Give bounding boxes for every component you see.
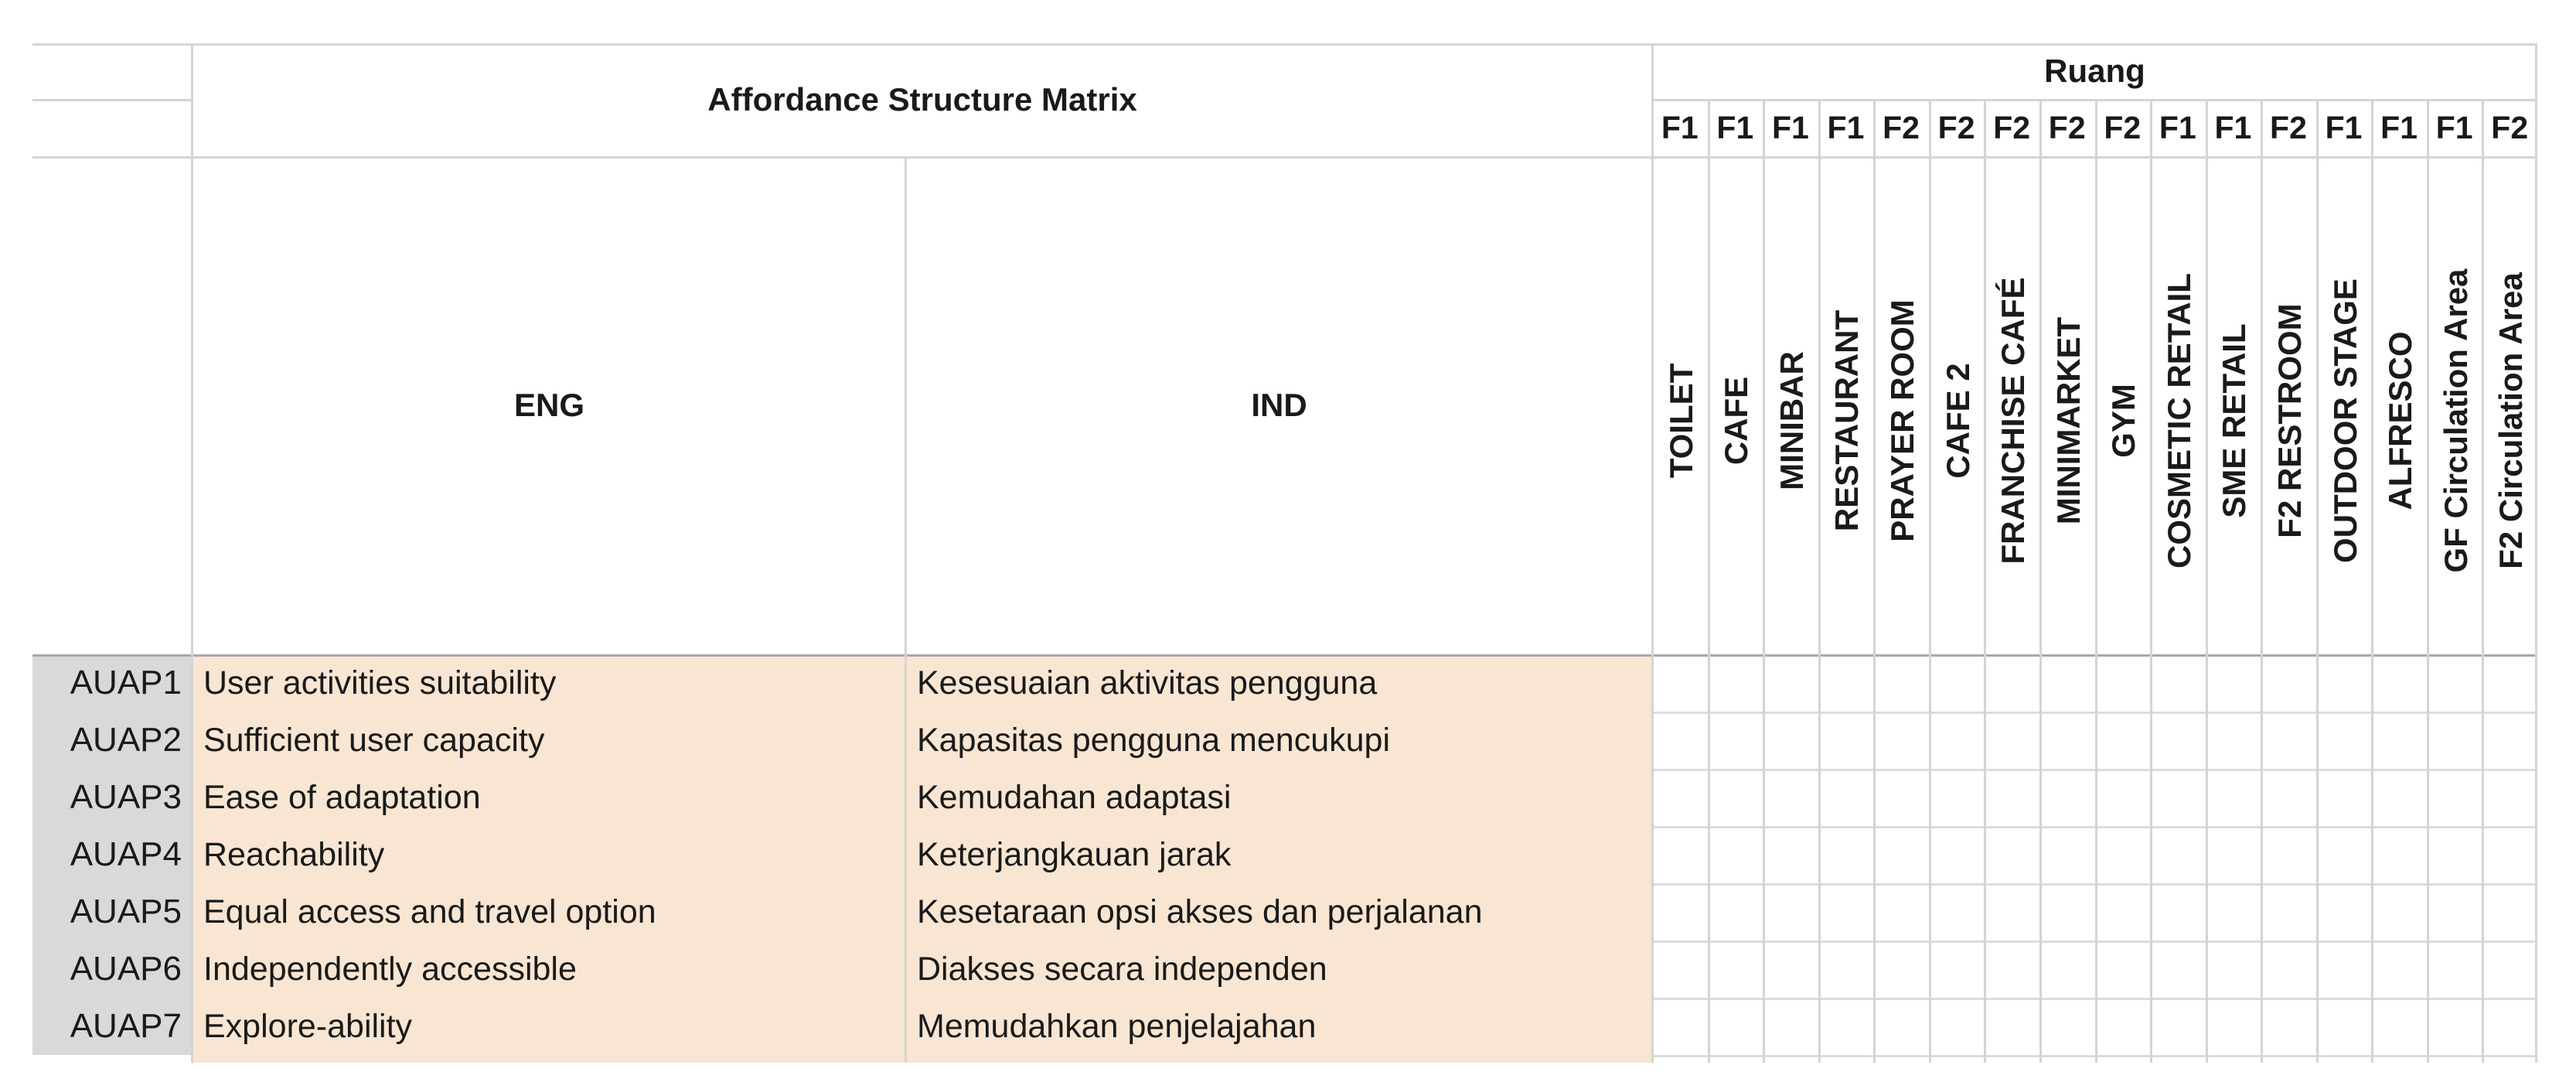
matrix-cell [1652,712,1708,769]
row-eng-text: Reachability [203,835,385,873]
matrix-cell [1929,940,1985,998]
matrix-cell [1984,769,2039,826]
room-name-label: CAFE 2 [1939,363,1976,479]
matrix-cell [1984,998,2039,1055]
grid-vline [1984,99,1986,1063]
row-code: AUAP3 [32,769,193,826]
matrix-cell [1763,712,1818,769]
row-eng-text: User activities suitability [203,664,557,702]
grid-vline [1818,99,1821,1063]
matrix-cell [2206,940,2261,998]
row-code: AUAP6 [32,940,193,998]
grid-vline [1763,99,1765,1063]
matrix-cell [2316,826,2372,883]
room-group-header: Ruang [2044,53,2145,89]
matrix-cell [2482,712,2537,769]
matrix-cell [1708,998,1763,1055]
matrix-cell [2095,654,2151,712]
matrix-cell [1929,826,1985,883]
matrix-cell [2261,883,2316,940]
room-floor-label: F1 [2325,109,2363,145]
matrix-cell [2261,712,2316,769]
matrix-cell [2371,940,2427,998]
grid-vline [1929,99,1931,1063]
matrix-cell [1652,883,1708,940]
room-name-label: MINIBAR [1773,351,1810,490]
matrix-cell [2150,998,2206,1055]
matrix-cell [1708,712,1763,769]
matrix-cell [2316,654,2372,712]
matrix-cell [1818,940,1874,998]
room-floor-label: F2 [2491,109,2529,145]
matrix-cell [1708,769,1763,826]
matrix-cell [2261,769,2316,826]
matrix-cell [2150,654,2206,712]
room-floor-label: F1 [2380,109,2418,145]
matrix-cell [1708,826,1763,883]
matrix-cell [2427,826,2482,883]
matrix-cell [1708,940,1763,998]
room-floor-label: F2 [1993,109,2031,145]
grid-vline [191,43,193,1063]
grid-vline [1708,99,1710,1063]
grid-vline [2316,99,2319,1063]
grid-hline [32,156,2537,159]
row-ind-text: Diakses secara independen [917,950,1327,988]
matrix-cell [2482,998,2537,1055]
room-name-label: OUTDOOR STAGE [2326,278,2363,563]
matrix-cell [1873,769,1929,826]
matrix-cell [2371,654,2427,712]
room-name-label: RESTAURANT [1828,309,1866,532]
grid-hline [32,99,193,101]
matrix-cell [2039,883,2095,940]
matrix-cell [2261,826,2316,883]
matrix-cell [1763,883,1818,940]
matrix-cell [2150,883,2206,940]
room-name-label: TOILET [1662,363,1699,479]
grid-hline [32,43,2537,46]
matrix-cell [1984,712,2039,769]
matrix-cell [1652,826,1708,883]
grid-vline [2095,99,2097,1063]
matrix-cell [1873,998,1929,1055]
row-ind-text: Memudahkan penjelajahan [917,1007,1317,1045]
ind-column-header: IND [1251,387,1307,423]
room-floor-label: F1 [1827,109,1865,145]
matrix-cell [2206,712,2261,769]
matrix-cell [2039,826,2095,883]
room-floor-label: F1 [2159,109,2196,145]
matrix-cell [1929,883,1985,940]
matrix-cell [2316,769,2372,826]
matrix-cell [2427,998,2482,1055]
matrix-cell [2206,654,2261,712]
matrix-cell [2371,712,2427,769]
matrix-cell [1763,769,1818,826]
grid-vline [2261,99,2263,1063]
room-floor-label: F2 [1883,109,1920,145]
matrix-cell [2095,712,2151,769]
grid-vline [2427,99,2429,1063]
row-ind-text: Keterjangkauan jarak [917,835,1232,873]
matrix-cell [2039,940,2095,998]
matrix-title: Affordance Structure Matrix [707,81,1137,118]
matrix-cell [1984,940,2039,998]
matrix-cell [2206,769,2261,826]
matrix-cell [1652,940,1708,998]
matrix-cell [1929,654,1985,712]
matrix-cell [2150,826,2206,883]
room-floor-label: F2 [2104,109,2142,145]
matrix-cell [1818,826,1874,883]
matrix-cell [2150,940,2206,998]
row-ind-text: Kesetaraan opsi akses dan perjalanan [917,893,1483,930]
matrix-cell [2261,654,2316,712]
matrix-cell [1818,769,1874,826]
header-divider [32,654,2537,657]
room-name-label: ALFRESCO [2382,331,2419,510]
row-ind-text: Kesesuaian aktivitas pengguna [917,664,1378,702]
matrix-cell [2039,998,2095,1055]
room-floor-label: F1 [1716,109,1754,145]
matrix-cell [2206,883,2261,940]
matrix-cell [2206,998,2261,1055]
matrix-cell [2316,998,2372,1055]
matrix-cell [2482,826,2537,883]
row-eng-text: Independently accessible [203,950,577,988]
matrix-cell [1652,654,1708,712]
grid-vline [905,156,907,1063]
matrix-cell [2095,940,2151,998]
matrix-cell [1763,998,1818,1055]
matrix-cell [2427,940,2482,998]
row-eng-text: Explore-ability [203,1007,413,1045]
room-name-label: PRAYER ROOM [1884,299,1921,542]
matrix-cell [2371,883,2427,940]
matrix-cell [1873,883,1929,940]
grid-vline [2371,99,2373,1063]
matrix-cell [1708,883,1763,940]
grid-vline [2150,99,2152,1063]
matrix-cell [1652,998,1708,1055]
matrix-cell [1818,998,1874,1055]
room-floor-label: F2 [2270,109,2307,145]
matrix-cell [2427,712,2482,769]
room-floor-label: F1 [2214,109,2252,145]
matrix-cell [2482,654,2537,712]
grid-vline [2039,99,2042,1063]
matrix-cell [2150,712,2206,769]
row-code: AUAP5 [32,883,193,940]
matrix-cell [2316,940,2372,998]
row-code: AUAP7 [32,998,193,1055]
matrix-cell [2095,826,2151,883]
room-name-label: FRANCHISE CAFÉ [1995,277,2032,565]
matrix-cell [1763,940,1818,998]
matrix-cell [2039,712,2095,769]
room-floor-label: F1 [1661,109,1699,145]
matrix-cell [2316,712,2372,769]
matrix-cell [1984,826,2039,883]
matrix-cell [2039,654,2095,712]
room-floor-label: F2 [2048,109,2086,145]
row-eng-text: Sufficient user capacity [203,721,545,759]
row-eng-text: Equal access and travel option [203,893,656,930]
grid-vline [1873,99,1876,1063]
matrix-cell [2261,940,2316,998]
room-name-label: F2 RESTROOM [2271,303,2308,538]
grid-vline [2535,43,2537,1063]
grid-vline [1651,43,1654,1063]
grid-vline [2206,99,2208,1063]
matrix-cell [2316,883,2372,940]
matrix-cell [2371,998,2427,1055]
grid-vline [2482,99,2484,1063]
matrix-cell [2095,998,2151,1055]
matrix-cell [2427,654,2482,712]
matrix-cell [2095,883,2151,940]
matrix-cell [1818,712,1874,769]
matrix-cell [1984,654,2039,712]
row-ind-text: Kemudahan adaptasi [917,778,1232,816]
matrix-cell [1929,712,1985,769]
row-code: AUAP4 [32,826,193,883]
matrix-cell [1763,826,1818,883]
matrix-cell [1818,654,1874,712]
matrix-cell [2427,769,2482,826]
matrix-cell [1929,998,1985,1055]
affordance-matrix-sheet [32,43,2537,1063]
matrix-cell [1763,654,1818,712]
matrix-cell [2482,883,2537,940]
matrix-cell [2482,940,2537,998]
matrix-cell [2371,769,2427,826]
matrix-cell [2371,826,2427,883]
matrix-cell [2261,998,2316,1055]
matrix-cell [1873,654,1929,712]
room-name-label: COSMETIC RETAIL [2160,273,2197,568]
matrix-cell [1652,769,1708,826]
matrix-cell [1873,826,1929,883]
row-code: AUAP2 [32,712,193,769]
matrix-cell [2206,826,2261,883]
row-eng-text: Ease of adaptation [203,778,481,816]
room-name-label: SME RETAIL [2216,323,2253,518]
row-code: AUAP1 [32,654,193,712]
room-floor-label: F1 [1771,109,1809,145]
matrix-cell [2150,769,2206,826]
matrix-cell [1818,883,1874,940]
matrix-cell [2427,883,2482,940]
room-name-label: GF Circulation Area [2437,268,2474,573]
room-name-label: F2 Circulation Area [2493,272,2530,569]
eng-column-header: ENG [513,387,584,423]
room-name-label: CAFE [1718,376,1755,466]
room-floor-label: F1 [2435,109,2473,145]
matrix-cell [1708,654,1763,712]
matrix-cell [1929,769,1985,826]
matrix-cell [2095,769,2151,826]
matrix-cell [1873,712,1929,769]
row-ind-text: Kapasitas pengguna mencukupi [917,721,1390,759]
room-floor-label: F2 [1937,109,1975,145]
matrix-cell [2482,769,2537,826]
matrix-cell [2039,769,2095,826]
room-name-label: MINIMARKET [2050,316,2087,525]
matrix-cell [1873,940,1929,998]
room-name-label: GYM [2105,384,2142,458]
matrix-cell [1984,883,2039,940]
